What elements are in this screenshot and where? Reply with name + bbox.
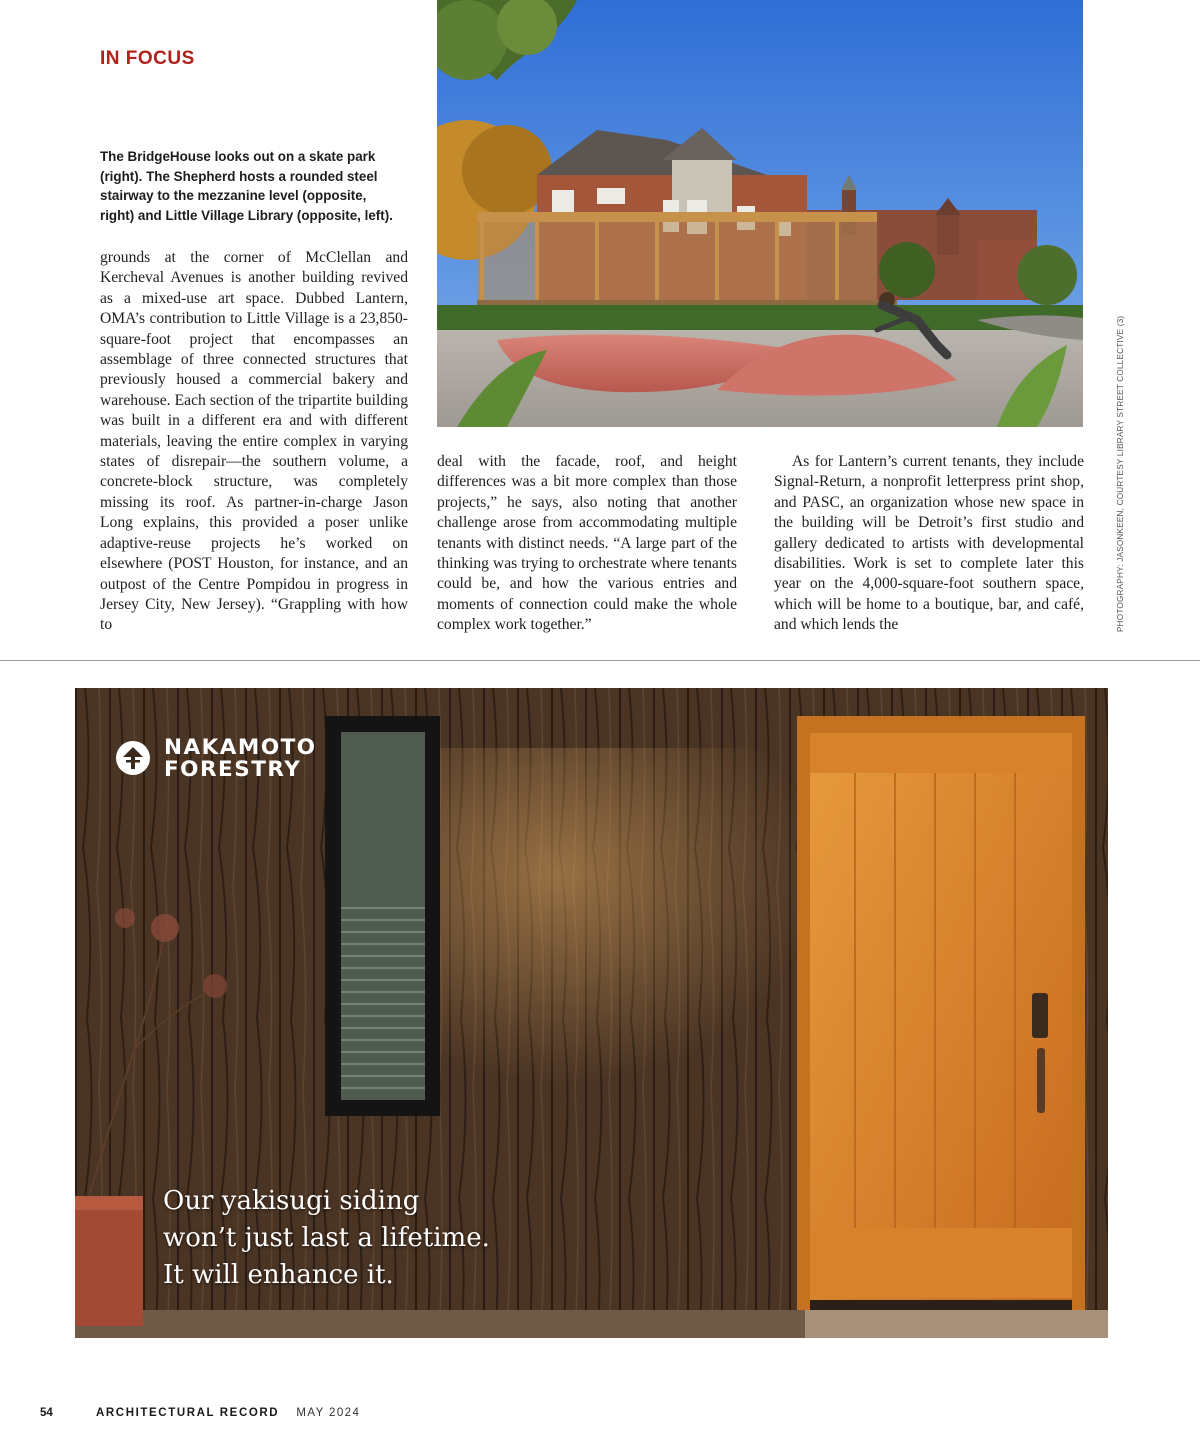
section-divider [0, 660, 1200, 661]
page-number: 54 [40, 1407, 53, 1419]
ad-headline-line3: It will enhance it. [163, 1260, 394, 1290]
issue-date: MAY 2024 [296, 1407, 361, 1419]
brand-logo-icon [116, 741, 150, 775]
ad-headline [163, 1183, 583, 1294]
article-column-3 [774, 452, 1084, 636]
photo-credit: PHOTOGRAPHY: JASONKEEN, COURTESY LIBRARY STREET COLLECTIVE (3) [1116, 315, 1125, 632]
section-label: IN FOCUS [100, 48, 195, 69]
photo-caption: The BridgeHouse looks out on a skate park (right). The Shepherd hosts a rounded steel stairway to the mezzanine level (opposite, right) and Little Village Library (opposite, left). [100, 149, 393, 223]
skate-park-photo [437, 0, 1083, 427]
article-column-2 [437, 452, 737, 636]
ad-headline-line1: Our yakisugi siding [163, 1186, 420, 1216]
publication-name: ARCHITECTURAL RECORD [96, 1407, 280, 1419]
article-paragraph: As for Lantern’s current tenants, they include Signal-Return, a nonprofit letterpress print shop, and PASC, an organization whose new space in the building will be Detroit’s first studio and gallery dedicated to artists with developmental disabilities. Work is set to complete later this year on the 4,000-square-foot southern space, which will be home to a boutique, bar, and café, and which lends the [774, 453, 1084, 634]
brand-name [164, 737, 317, 781]
article-paragraph: grounds at the corner of McClellan and Kercheval Avenues is another building revived as a mixed-use art space. Dubbed Lantern, OMA’s contribution to Little Village is a 23,850-square-foot project that encompasses an assemblage of three connected structures that previously housed a commercial bakery and warehouse. Each section of the tripartite building was built in a different era and with different materials, leaving the entire complex in varying states of disrepair—the southern volume, a concrete-block structure, was completely missing its roof. As partner-in-charge Jason Long explains, this provided a poser unlike adaptive-reuse projects he’s worked on elsewhere (POST Houston, for instance, and an outpost of the Centre Pompidou in progress in Jersey City, New Jersey). “Grappling with how to [100, 249, 408, 634]
brand-name-line2: FORESTRY [164, 757, 302, 782]
page-footer [40, 1407, 360, 1419]
brand-name-line1: NAKAMOTO [164, 735, 317, 760]
article-column-1 [100, 248, 408, 636]
article-paragraph: deal with the facade, roof, and height differences was a bit more complex than those projects,” he says, also noting that another challenge arose from accommodating multiple tenants with distinct needs. “A large part of the thinking was trying to orchestrate where tenants could be, and how the various entries and moments of connection could make the whole complex work together.” [437, 453, 737, 634]
ad-headline-line2: won’t just last a lifetime. [163, 1223, 490, 1253]
